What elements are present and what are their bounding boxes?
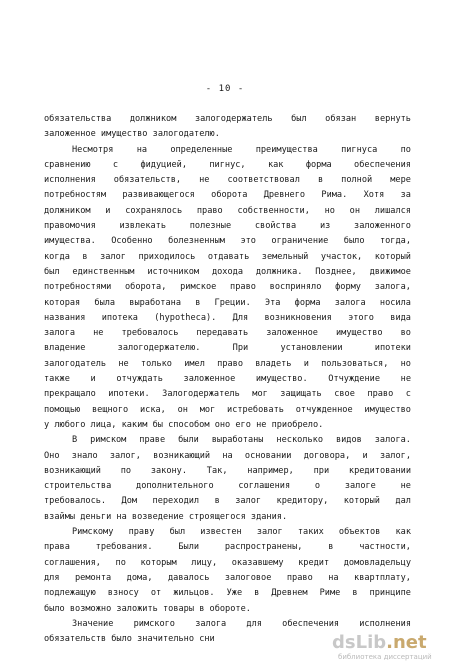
watermark-logo-main: dsLib [332, 632, 387, 653]
word: потребностям [44, 190, 107, 201]
word: деньги [80, 511, 112, 522]
word: свое [334, 389, 355, 400]
word: оно [214, 419, 231, 430]
word: любого [54, 419, 86, 430]
word: давалось [167, 572, 210, 583]
word: вернуть [374, 114, 411, 124]
word: право [196, 205, 223, 216]
word: обязан [325, 114, 357, 124]
word: переходил [152, 496, 200, 507]
word: залог, [379, 450, 411, 461]
word: были [178, 435, 199, 446]
word: иска, [139, 404, 166, 415]
text-line [44, 112, 411, 127]
word: извлекать [119, 221, 167, 232]
word: известен [200, 527, 242, 538]
word: и [105, 205, 111, 216]
word: кредитору, [276, 496, 329, 507]
word: требования. [95, 542, 153, 553]
word: ремонта [74, 572, 112, 583]
watermark [332, 632, 440, 663]
word: дал [395, 496, 411, 507]
document-body [44, 112, 411, 647]
word: вещного [91, 404, 129, 415]
word: бы [152, 419, 163, 430]
word: заложенного [354, 221, 411, 232]
word: строительства [44, 481, 112, 492]
text-line [44, 540, 411, 555]
word: когда [44, 251, 70, 262]
word: частности, [359, 542, 411, 553]
word: у [44, 419, 50, 430]
text-line [44, 464, 411, 479]
word: в [82, 251, 88, 262]
word: для [246, 618, 262, 629]
word: мере [390, 175, 411, 186]
word: которым [140, 557, 177, 568]
word: сохранялось [125, 205, 183, 216]
word: как [395, 527, 411, 538]
word: залогодержателю. [117, 343, 201, 354]
word: о [314, 481, 321, 492]
word: было [111, 634, 132, 645]
word: по [400, 144, 411, 155]
word: например, [247, 465, 294, 476]
word: имел [184, 358, 205, 369]
word: ограничение [271, 236, 329, 247]
word: передавать [196, 328, 249, 339]
word: товары [162, 603, 195, 614]
word: здания. [250, 511, 288, 522]
word: истребовать [227, 404, 284, 415]
word: право [286, 572, 313, 583]
word: заложенное [266, 328, 318, 339]
word: распространены, [224, 542, 303, 553]
word: Позднее, [315, 266, 357, 277]
word: он [177, 404, 188, 415]
text-line [44, 479, 411, 494]
word: дополнительного [136, 481, 214, 492]
word: лишался [374, 205, 411, 216]
word: возникающий [153, 450, 211, 461]
word: Рима. [321, 190, 348, 201]
word: основании [244, 450, 292, 461]
watermark-logo [332, 632, 427, 653]
word: обеспечения [354, 159, 411, 170]
word: Особенно [111, 236, 153, 247]
word: Были [178, 542, 200, 553]
word: его [235, 419, 251, 430]
word: римском [90, 435, 127, 446]
word: Залогодержатель [162, 389, 240, 400]
word: участок, [320, 251, 363, 262]
word: В [72, 435, 78, 446]
word: подлежащую [44, 588, 96, 599]
text-line [44, 556, 411, 571]
word: в [195, 297, 201, 308]
word: на [136, 144, 148, 155]
word: праве [139, 435, 166, 446]
word: имущества. [44, 236, 96, 247]
word: владеть [255, 358, 292, 369]
word: пигнуса [341, 144, 378, 155]
text-line [44, 602, 411, 617]
word: право [217, 358, 244, 369]
word: этого [348, 312, 374, 323]
word: заложить [116, 603, 158, 614]
word: форма [294, 297, 321, 308]
word: было [343, 236, 365, 247]
text-line [44, 494, 411, 509]
word: кредитовании [348, 465, 411, 476]
word: из [319, 221, 331, 232]
page-number: - 10 - [205, 84, 245, 94]
word: способом [168, 419, 210, 430]
word: пользоваться, [321, 358, 389, 369]
word: римское [180, 282, 217, 293]
word: должника. [255, 266, 303, 277]
word: пигнус, [209, 159, 246, 170]
word: был [169, 527, 186, 538]
text-line [44, 418, 411, 433]
word: не [400, 481, 411, 492]
word: залога. [374, 435, 411, 446]
word: носила [379, 297, 411, 308]
word: Римскому [72, 527, 114, 538]
word: был [291, 114, 307, 124]
word: преимущества [255, 144, 318, 155]
word: правомочия [44, 221, 96, 232]
word: соглашения, [44, 557, 101, 568]
word: защищать [280, 389, 322, 400]
word: залог, [109, 450, 141, 461]
word: залога [44, 328, 76, 339]
word: и [362, 450, 368, 461]
word: каким [121, 419, 148, 430]
word: при [313, 465, 330, 476]
word: таких [297, 527, 324, 538]
word: имущество [335, 328, 383, 339]
word: квартплату, [354, 572, 411, 583]
word: по [120, 465, 132, 476]
word: по [115, 557, 126, 568]
word: залог [256, 527, 283, 538]
word: источником [147, 266, 200, 277]
word: оборота, [124, 282, 167, 293]
word: лицу, [191, 557, 218, 568]
word: заложенное [44, 129, 96, 140]
word: который [374, 251, 411, 262]
word: которая [44, 297, 81, 308]
word: было [44, 603, 65, 614]
text-line [44, 234, 411, 249]
text-line [44, 219, 411, 234]
word: право [230, 282, 256, 293]
word: Отчуждение [328, 374, 381, 385]
word: не [199, 175, 210, 186]
word: жильцов. [173, 588, 215, 599]
word: Эта [264, 297, 281, 308]
word: приходилось [138, 251, 196, 262]
word: имущество. [255, 374, 308, 385]
word: не [400, 374, 411, 385]
word: имущество [364, 404, 411, 415]
word: оборота [211, 190, 248, 201]
word: возможно [69, 603, 112, 614]
word: право [367, 389, 394, 400]
text-line [44, 433, 411, 448]
watermark-logo-tld: .net [386, 632, 427, 653]
word: Древнем [271, 588, 308, 599]
word: исполнения [359, 618, 411, 629]
word: владение [44, 343, 86, 354]
word: залогодателю. [152, 129, 220, 140]
word: дома, [126, 572, 153, 583]
word: сни [199, 634, 215, 645]
word: лица, [90, 419, 117, 430]
word: кредит [298, 557, 330, 568]
word: римского [133, 618, 175, 629]
word: выработана [129, 297, 182, 308]
text-line [44, 510, 411, 525]
word: мог [199, 404, 216, 415]
word: на [222, 450, 233, 461]
text-line [44, 372, 411, 387]
word: болезненным [168, 236, 225, 247]
word: залога [195, 618, 227, 629]
word: восприняло [269, 282, 322, 293]
word: залога, [374, 282, 411, 293]
text-line [44, 586, 411, 601]
word: Оно [44, 450, 60, 461]
word: за [400, 190, 411, 201]
word: обязательства [44, 114, 112, 124]
text-line [44, 204, 411, 219]
word: дохода [211, 266, 243, 277]
word: При [232, 343, 249, 354]
word: знало [71, 450, 98, 461]
word: обязательств, [113, 175, 182, 186]
word: взносу [107, 588, 139, 599]
word: только [140, 358, 172, 369]
text-line [44, 357, 411, 372]
word: праву [128, 527, 155, 538]
word: который [343, 496, 380, 507]
word: в [199, 603, 205, 614]
word: залога [334, 297, 366, 308]
text-line [44, 403, 411, 418]
word: имущество [100, 129, 148, 140]
word: не [118, 358, 129, 369]
word: для [44, 572, 60, 583]
word: не [256, 419, 267, 430]
word: объектов [338, 527, 381, 538]
word: Так, [206, 465, 228, 476]
word: развивающегося [122, 190, 195, 201]
word: Греции. [214, 297, 251, 308]
word: полной [341, 175, 373, 186]
word: выработаны [211, 435, 264, 446]
word: договора, [303, 450, 351, 461]
word: принципе [369, 588, 411, 599]
word: отдавать [207, 251, 250, 262]
text-line [44, 341, 411, 356]
word: требовалось. [44, 496, 107, 507]
word: должником [129, 114, 177, 124]
word: строящегося [188, 511, 246, 522]
word: была [94, 297, 116, 308]
word: видов [335, 435, 362, 446]
text-line [44, 250, 411, 265]
word: Уже [226, 588, 243, 599]
word: потребностями [44, 282, 112, 293]
word: ипотеки. [108, 389, 150, 400]
word: собственности, [237, 205, 310, 216]
text-line [44, 280, 411, 295]
word: значительно [137, 634, 195, 645]
word: тогда, [379, 236, 411, 247]
word: несколько [276, 435, 323, 446]
word: обороте. [209, 603, 251, 614]
word: в [352, 588, 358, 599]
word: в [317, 175, 324, 186]
text-line [44, 173, 411, 188]
word: ипотеки [374, 343, 411, 354]
word: заложенное [183, 374, 236, 385]
word: ипотека [101, 312, 138, 323]
word: вида [390, 312, 411, 323]
word: форма [305, 159, 332, 170]
word: залог [100, 251, 126, 262]
word: фидуцией, [140, 159, 188, 170]
word: единственным [72, 266, 135, 277]
word: закону. [150, 465, 188, 476]
word: на [328, 572, 339, 583]
word: оказавшему [231, 557, 284, 568]
word: требовалось [121, 328, 179, 339]
word: также [44, 374, 70, 385]
word: (hypotheca). [154, 312, 217, 323]
word: в [254, 588, 260, 599]
word: на [116, 511, 127, 522]
word: в [214, 496, 220, 507]
text-line [44, 265, 411, 280]
word: во [400, 328, 411, 339]
word: он [349, 205, 361, 216]
word: соответствовал [227, 175, 300, 186]
word: приобрело. [271, 419, 324, 430]
text-line [44, 571, 411, 586]
text-line [44, 525, 411, 540]
word: как [267, 159, 284, 170]
word: от [150, 588, 162, 599]
text-line [44, 143, 411, 158]
word: возведение [131, 511, 184, 522]
word: Хотя [363, 190, 385, 201]
word: но [400, 358, 411, 369]
word: возникающий [44, 465, 101, 476]
word: залог [235, 496, 262, 507]
text-line [44, 296, 411, 311]
word: Дом [121, 496, 138, 507]
word: в [328, 542, 334, 553]
word: с [405, 389, 411, 400]
word: залогодержатель [194, 114, 273, 124]
word: и [303, 358, 309, 369]
word: взаймы [44, 511, 76, 522]
text-line [44, 158, 411, 173]
word: с [112, 159, 119, 170]
text-line [44, 617, 411, 632]
word: это [240, 236, 256, 247]
text-line [44, 188, 411, 203]
word: но [324, 205, 335, 216]
word: залоговое [224, 572, 272, 583]
word: полезные [189, 221, 232, 232]
word: права [44, 542, 70, 553]
word: обеспечения [282, 618, 340, 629]
word: отчуждать [116, 374, 163, 385]
word: помощью [44, 404, 81, 415]
word: должником [44, 205, 91, 216]
word: земельный [261, 251, 309, 262]
text-line [44, 311, 411, 326]
word: соглашения [238, 481, 291, 492]
word: отчужденное [295, 404, 353, 415]
word: залогодатель [44, 358, 107, 369]
word: установлении [280, 343, 343, 354]
word: Несмотря [72, 144, 114, 155]
word: домовладельцу [343, 557, 411, 568]
word: исполнения [44, 175, 96, 186]
word: движимое [369, 266, 411, 277]
text-line [44, 127, 411, 142]
word: мог [252, 389, 268, 400]
text-line [44, 387, 411, 402]
word: определенные [170, 144, 233, 155]
word: Древнего [263, 190, 306, 201]
text-line [44, 449, 411, 464]
word: Значение [72, 618, 114, 629]
word: был [44, 266, 60, 277]
word: возникновения [264, 312, 332, 323]
word: форму [335, 282, 361, 293]
word: названия [44, 312, 86, 323]
word: и [90, 374, 96, 385]
word: свойства [254, 221, 297, 232]
word: сравнению [44, 159, 91, 170]
text-line [44, 326, 411, 341]
watermark-subtitle: библиотека диссертаций [338, 653, 432, 661]
word: не [93, 328, 104, 339]
word: Для [232, 312, 249, 323]
word: Риме [319, 588, 341, 599]
word: залоге [344, 481, 376, 492]
word: обязательств [44, 634, 107, 645]
word: прекращало [44, 389, 96, 400]
